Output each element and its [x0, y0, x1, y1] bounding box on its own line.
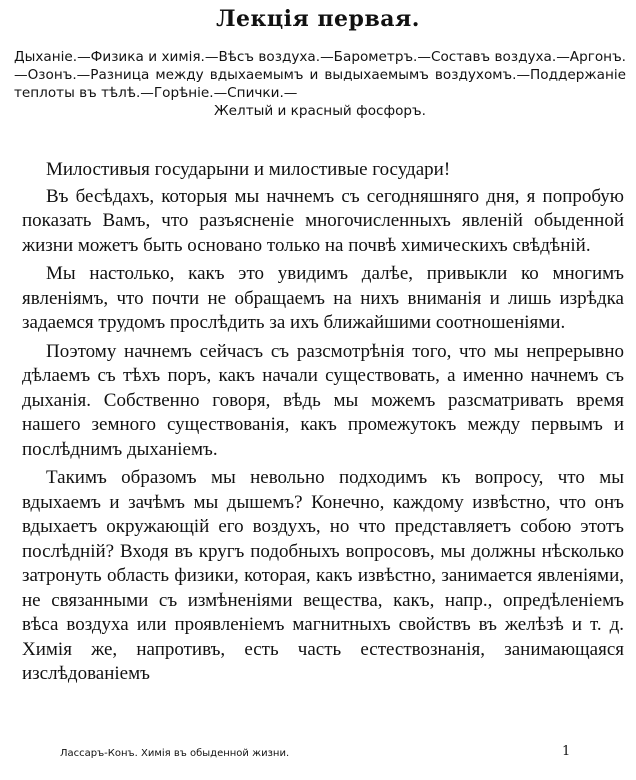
lecture-body: [22, 158, 624, 691]
salutation: Милостивыя государыни и милостивые государи!: [46, 159, 451, 180]
paragraph: Поэтому начнемъ сейчасъ съ разсмотрѣнія того, что мы непрерывно дѣлаемъ съ тѣхъ поръ, какъ начали существовать, а именно начнемъ съ дыханія. Собственно говоря, вѣдь мы можемъ разсматривать время нашего земного существованія, какъ промежутокъ между первымъ и послѣднимъ дыханіемъ.: [22, 340, 624, 460]
paragraph: Мы настолько, какъ это увидимъ далѣе, привыкли ко многимъ явленіямъ, что почти не обращаемъ на нихъ вниманія и лишь изрѣдка задаемся трудомъ прослѣдить за ихъ ближайшими соотношеніями.: [22, 263, 624, 333]
page-number: 1: [562, 744, 571, 759]
lecture-summary: [14, 48, 626, 120]
lecture-title: Лекція первая.: [216, 6, 420, 32]
paragraph: Въ бесѣдахъ, которыя мы начнемъ съ сегодняшняго дня, я попробую показать Вамъ, что разъясненіе многочисленныхъ явленій обыденной жизни можетъ быть основано только на почвѣ химическихъ свѣдѣній.: [22, 185, 624, 256]
running-footer: Лассаръ-Конъ. Химія въ обыденной жизни.: [60, 748, 290, 759]
summary-last-line: Желтый и красный фосфоръ.: [214, 103, 426, 119]
summary-text: Дыханіе.—Физика и химія.—Вѣсъ воздуха.—Барометръ.—Составъ воздуха.—Аргонъ.—Озонъ.—Разница между вдыхаемымъ и выдыхаемымъ воздухомъ.—Поддержаніе теплоты въ тѣлѣ.—Горѣніе.—Спички.—: [14, 49, 626, 101]
paragraph: Такимъ образомъ мы невольно подходимъ къ вопросу, что мы вдыхаемъ и зачѣмъ мы дышемъ? Конечно, каждому извѣстно, что онъ вдыхаетъ окружающій его воздухъ, но что представляетъ собою этотъ послѣдній? Входя въ кругъ подобныхъ вопросовъ, мы должны нѣсколько затронуть область физики, которая, какъ извѣстно, занимается явленіями, не связанными съ измѣненіями вещества, какъ, напр., опредѣленіемъ вѣса воздуха или проявленіемъ магнитныхъ свойствъ въ желѣзѣ и т. д. Химія же, напротивъ, есть часть естествознанія, занимающаяся изслѣдованіемъ: [22, 467, 624, 684]
